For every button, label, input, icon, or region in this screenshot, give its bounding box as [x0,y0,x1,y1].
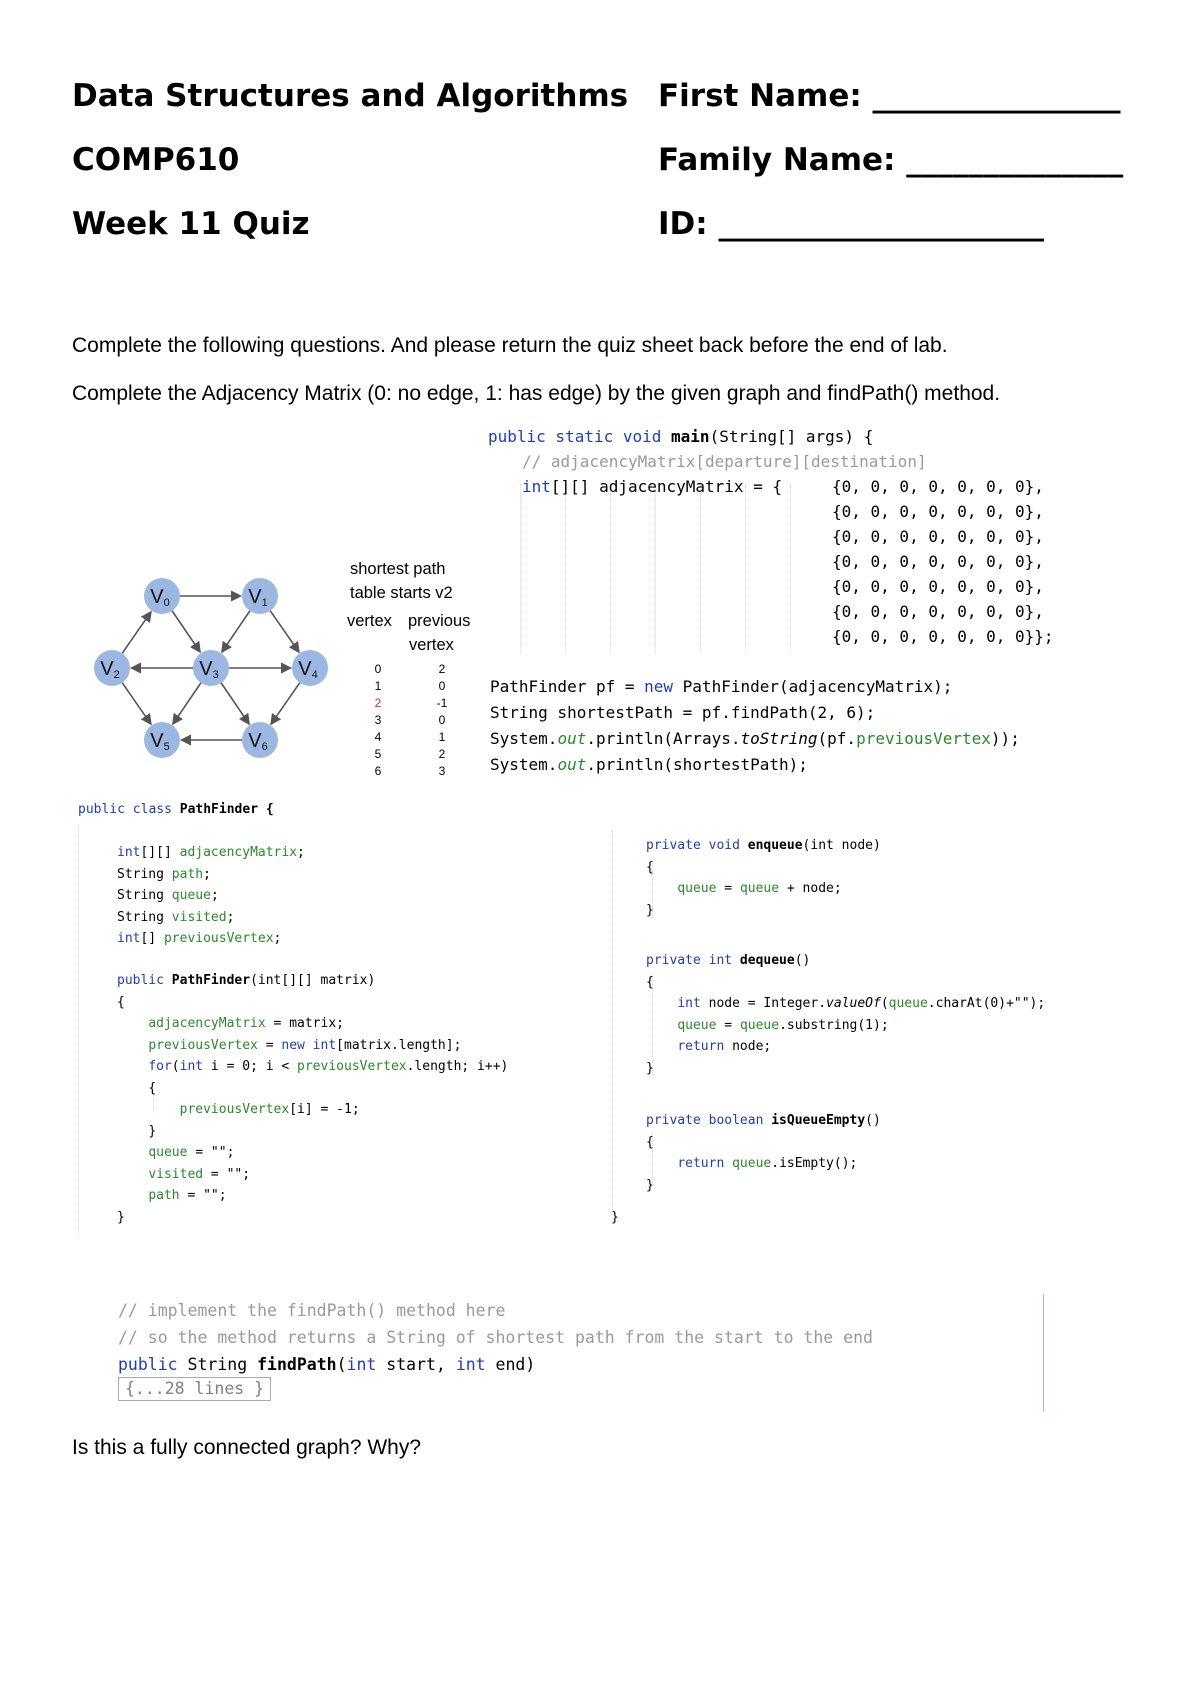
table-previous-5: 2 [438,747,446,761]
edge-v4-v6 [271,683,300,725]
table-vertex-5: 5 [374,747,382,761]
constructor-block: public PathFinder(int[][] matrix) { adjacencyMatrix = matrix; previousVertex = new int[matrix.length]; for(int i = 0; i < previousVertex.length; i++) { previousVertex[i] = -1; } queue = ""; visited = ""; path = ""; } [117,973,509,1225]
edge-v1-v4 [270,611,299,653]
node-label-v4: V4 [298,658,318,681]
findpath-comment-2: // so the method returns a String of shortest path from the start to the end [118,1328,873,1347]
table-caption-2: table starts v2 [350,584,453,602]
enqueue-method: private void enqueue(int node) { queue = queue + node; } [646,838,881,918]
matrix-row-0[interactable]: {0, 0, 0, 0, 0, 0, 0}, [832,477,1044,496]
first-name-field[interactable]: First Name: ________________ [658,78,1121,114]
is-queue-empty-method: private boolean isQueueEmpty() { return queue.isEmpty(); } [646,1113,881,1193]
class-closing-brace: } [611,1210,619,1225]
table-vertex-2: 2 [374,696,382,710]
edge-v2-v5 [122,683,151,725]
course-code: COMP610 [72,142,240,178]
node-label-v6: V6 [248,730,268,753]
instruction-line-2: Complete the Adjacency Matrix (0: no edge, 1: has edge) by the given graph and findPath() method. [72,382,1001,405]
findpath-comment-1: // implement the findPath() method here [118,1301,506,1320]
table-vertex-4: 4 [374,730,382,744]
matrix-row-2[interactable]: {0, 0, 0, 0, 0, 0, 0}, [832,527,1044,546]
table-previous-0: 2 [438,662,446,676]
pathfinder-fields: int[][] adjacencyMatrix; String path; String queue; String visited; int[] previousVertex; [117,845,305,946]
matrix-row-3[interactable]: {0, 0, 0, 0, 0, 0, 0}, [832,552,1044,571]
table-col-previous: previous [408,612,471,630]
node-label-v2: V2 [100,658,120,681]
main-signature: public static void main(String[] args) { [488,427,874,446]
graph-nodes [94,578,328,758]
edge-v0-v3 [172,611,200,652]
pathfinder-instantiation: PathFinder pf = new PathFinder(adjacencyMatrix); [490,677,953,696]
table-vertex-6: 6 [374,764,382,778]
editor-margin-line [1043,1294,1044,1412]
table-col-previous-2: vertex [409,636,454,654]
table-vertex-0: 0 [374,662,382,676]
instruction-line-1: Complete the following questions. And please return the quiz sheet back before the end of lab. [72,334,948,357]
table-previous-3: 0 [438,713,446,727]
graph-diagram [80,560,350,760]
node-label-v5: V5 [150,730,170,753]
folded-code-block[interactable]: {...28 lines } [118,1377,271,1401]
matrix-row-4[interactable]: {0, 0, 0, 0, 0, 0, 0}, [832,577,1044,596]
shortest-path-call: String shortestPath = pf.findPath(2, 6); [490,703,876,722]
matrix-declaration: int[][] adjacencyMatrix = { [522,477,792,496]
question-text: Is this a fully connected graph? Why? [72,1436,422,1459]
node-label-v1: V1 [248,586,268,609]
adjacency-matrix-rows[interactable] [832,474,1054,649]
print-shortest-path: System.out.println(shortestPath); [490,755,808,774]
table-col-vertex: vertex [347,612,392,630]
edge-v1-v3 [222,611,250,652]
table-vertex-1: 1 [374,679,382,693]
matrix-row-1[interactable]: {0, 0, 0, 0, 0, 0, 0}, [832,502,1044,521]
print-previous-vertex: System.out.println(Arrays.toString(pf.previousVertex)); [490,729,1020,748]
node-label-v3: V3 [199,658,219,681]
table-previous-column [430,661,454,780]
table-vertex-3: 3 [374,713,382,727]
table-caption-1: shortest path [350,560,446,578]
table-previous-6: 3 [438,764,446,778]
table-previous-2: -1 [436,696,448,710]
dequeue-method: private int dequeue() { int node = Integer.valueOf(queue.charAt(0)+""); queue = queue.substring(1); return node; } [646,953,1046,1076]
table-vertex-column [368,661,388,780]
edge-v3-v5 [173,683,201,724]
matrix-row-5[interactable]: {0, 0, 0, 0, 0, 0, 0}, [832,602,1044,621]
class-declaration: public class PathFinder { [78,802,274,817]
table-previous-4: 1 [438,730,446,744]
findpath-signature: public String findPath(int start, int end) [118,1355,536,1374]
main-comment: // adjacencyMatrix[departure][destination] [522,452,927,471]
node-label-v0: V0 [150,586,170,609]
edge-v2-v0 [122,612,151,654]
edge-v3-v6 [221,683,249,724]
matrix-row-6[interactable]: {0, 0, 0, 0, 0, 0, 0}}; [832,627,1054,646]
course-title: Data Structures and Algorithms [72,78,629,114]
quiz-title: Week 11 Quiz [72,206,310,242]
family-name-field[interactable]: Family Name: ______________ [658,142,1124,178]
table-previous-1: 0 [438,679,446,693]
id-field[interactable]: ID: _____________________ [658,206,1044,242]
